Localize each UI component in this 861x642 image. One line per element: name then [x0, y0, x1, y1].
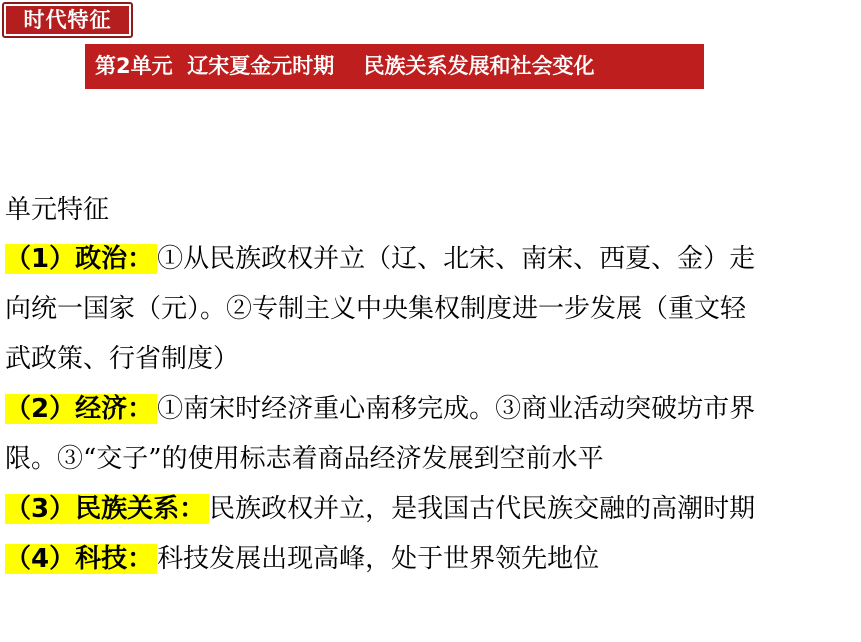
- politics-line-3: [5, 334, 857, 384]
- unit-title-banner: 第2单元 辽宋夏金元时期 民族关系发展和社会变化: [85, 44, 704, 89]
- politics-text-2: 向统一国家（元）。②专制主义中央集权制度进一步发展（重文轻: [5, 294, 747, 324]
- politics-label: （1）政治：: [5, 244, 157, 274]
- ethnic-relations-line: [5, 484, 857, 534]
- politics-line-2: [5, 284, 857, 334]
- era-characteristics-tag: [2, 2, 133, 38]
- politics-text-1: ①从民族政权并立（辽、北宋、南宋、西夏、金）走: [157, 244, 756, 274]
- technology-label: （4）科技：: [5, 544, 157, 574]
- era-characteristics-label: 时代特征: [6, 6, 129, 34]
- technology-line: [5, 534, 857, 584]
- economy-line-1: [5, 384, 857, 434]
- economy-text-1: ①南宋时经济重心南移完成。③商业活动突破坊市界: [157, 394, 756, 424]
- ethnic-relations-text: 民族政权并立，是我国古代民族交融的高潮时期: [209, 494, 756, 524]
- technology-text: 科技发展出现高峰，处于世界领先地位: [157, 544, 600, 574]
- politics-line-1: [5, 234, 857, 284]
- section-title: 单元特征: [5, 195, 110, 225]
- ethnic-relations-label: （3）民族关系：: [5, 494, 209, 524]
- politics-text-3: 武政策、行省制度）: [5, 344, 240, 374]
- unit-characteristics-content: [5, 188, 857, 584]
- economy-label: （2）经济：: [5, 394, 157, 424]
- economy-line-2: [5, 434, 857, 484]
- economy-text-2: 限。③“交子”的使用标志着商品经济发展到空前水平: [5, 444, 604, 474]
